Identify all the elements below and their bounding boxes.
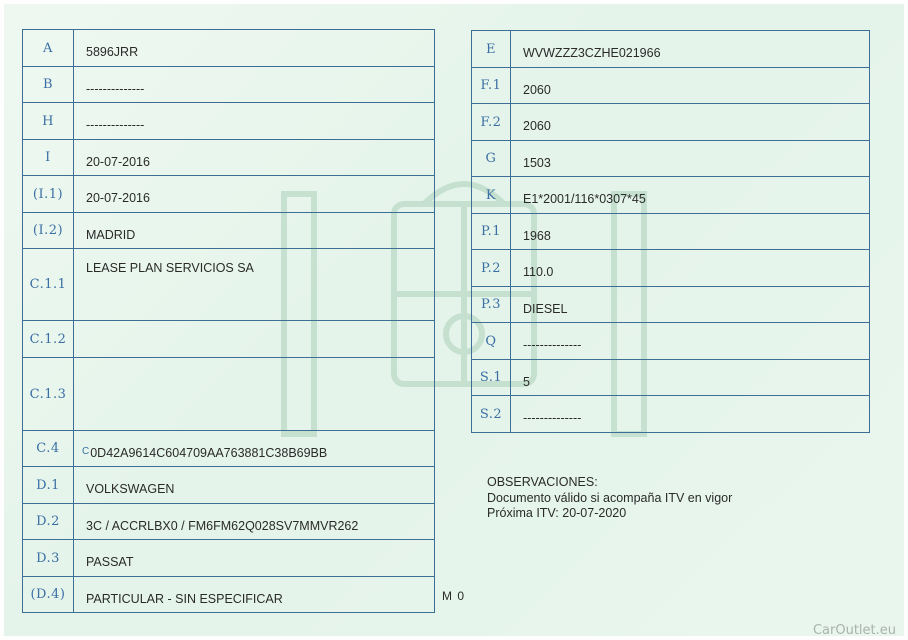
field-row-c11 [23,249,435,321]
field-value: PASSAT [74,540,435,577]
field-row-d3 [23,540,435,577]
field-value: 20-07-2016 [74,140,435,176]
field-value: 5 [511,360,870,396]
field-value: LEASE PLAN SERVICIOS SA [74,249,435,321]
field-row-p1 [472,214,870,250]
field-row-i1 [23,176,435,213]
field-row-g [472,141,870,177]
field-value: -------------- [74,103,435,140]
left-fields-table [22,29,435,613]
field-value: 2060 [511,68,870,104]
field-row-s1 [472,360,870,396]
field-value: 5896JRR [74,30,435,67]
field-code: K [472,177,511,214]
field-code: I [23,140,74,176]
field-value-text: 0D42A9614C604709AA763881C38B69BB [90,445,328,460]
field-code: S.2 [472,396,511,433]
field-code: B [23,67,74,103]
field-value: -------------- [511,396,870,433]
observations-line: Próxima ITV: 20-07-2020 [487,506,627,520]
field-row-q [472,323,870,360]
field-row-i2 [23,213,435,249]
field-row-p2 [472,250,870,287]
field-code: P.3 [472,287,511,323]
field-code: F.1 [472,68,511,104]
field-value: 2060 [511,104,870,141]
field-code: S.1 [472,360,511,396]
field-row-f1 [472,68,870,104]
field-value: 20-07-2016 [74,176,435,213]
field-code: A [23,30,74,67]
observations-block [487,475,732,522]
field-code: C.1.2 [23,321,74,358]
field-value: E1*2001/116*0307*45 [511,177,870,214]
field-code: F.2 [472,104,511,141]
field-row-d2 [23,504,435,540]
field-value: -------------- [511,323,870,360]
field-prefix: C [82,445,90,457]
field-code: C.1.1 [23,249,74,321]
field-row-k [472,177,870,214]
field-row-c13 [23,358,435,431]
field-value: VOLKSWAGEN [74,467,435,504]
field-code: Q [472,323,511,360]
field-value: DIESEL [511,287,870,323]
field-code: P.1 [472,214,511,250]
field-row-i [23,140,435,176]
observations-line: Documento válido si acompaña ITV en vigor [487,490,733,505]
field-value [74,321,435,358]
right-fields-table [471,30,870,433]
field-row-d4 [23,577,435,613]
field-code: H [23,103,74,140]
registration-document [4,4,904,636]
field-code: E [472,31,511,68]
field-value: MADRID [74,213,435,249]
field-row-d1 [23,467,435,504]
field-value: 3C / ACCRLBX0 / FM6FM62Q028SV7MMVR262 [74,504,435,540]
field-code: (I.1) [23,176,74,213]
field-value: PARTICULAR - SIN ESPECIFICAR [74,577,435,613]
field-row-e [472,31,870,68]
field-row-s2 [472,396,870,433]
field-row-a [23,30,435,67]
field-code: G [472,141,511,177]
side-mark: M 0 [442,589,466,603]
field-code: (I.2) [23,213,74,249]
field-code: C.1.3 [23,358,74,431]
field-code: (D.4) [23,577,74,613]
field-value [74,358,435,431]
field-value: 1503 [511,141,870,177]
field-code: D.3 [23,540,74,577]
brand-watermark: CarOutlet.eu [812,623,896,638]
field-value: WVWZZZ3CZHE021966 [511,31,870,68]
field-row-p3 [472,287,870,323]
field-row-c12 [23,321,435,358]
field-code: D.1 [23,467,74,504]
field-code: P.2 [472,250,511,287]
observations-title: OBSERVACIONES: [487,475,598,489]
field-row-b [23,67,435,103]
field-row-f2 [472,104,870,141]
field-value: 110.0 [511,250,870,287]
field-row-h [23,103,435,140]
field-value: 1968 [511,214,870,250]
field-value: -------------- [74,67,435,103]
field-value [74,431,435,467]
field-row-c4 [23,431,435,467]
field-code: D.2 [23,504,74,540]
field-code: C.4 [23,431,74,467]
